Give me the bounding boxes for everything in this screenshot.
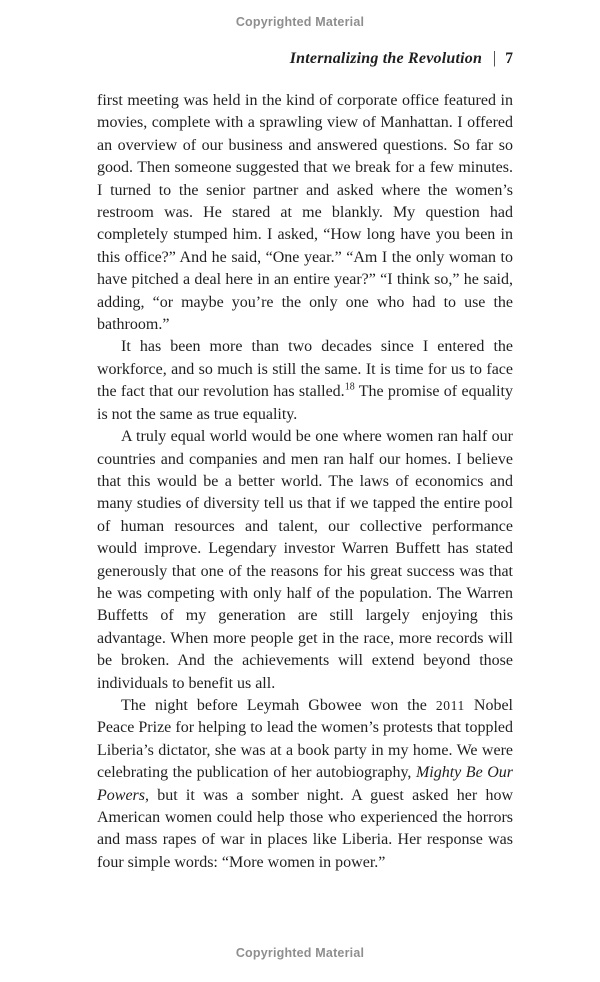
oldstyle-year: 2011 [435,697,465,713]
paragraph: The night before Leymah Gbowee won the 2011 Nobel Peace Prize for helping to lead the women’s protests that toppled Liberia’s dictator, she was at a book party in my home. We were celebrating the publication of her autobiography, Mighty Be Our Powers, but it was a somber night. A guest asked her how American women could help those who experienced the horrors and mass rapes of war in places like Liberia. Her response was four simple words: “More women in power.” [97,696,513,871]
paragraph: A truly equal world would be one where women ran half our countries and companies and men ran half our homes. I believe that this would be a better world. The laws of economics and many studies of diversity tell us that if we tapped the entire pool of human resources and talent, our collective performance would improve. Legendary investor Warren Buffett has stated generously that one of the reasons for his great success was that he was competing with only half of the population. The Warren Buffetts of my generation are still largely enjoying this advantage. When more people get in the race, more records will be broken. And the achievements will extend beyond those individuals to benefit us all. [97,428,513,692]
running-header [97,50,513,68]
paragraph: first meeting was held in the kind of corporate office featured in movies, complete with a sprawling view of Manhattan. I offered an overview of our business and answered questions. So far so good. Then someone suggested that we break for a few minutes. I turned to the senior partner and asked where the women’s restroom was. He stared at me blankly. My question had completely stumped him. I asked, “How long have you been in this office?” And he said, “One year.” “Am I the only woman to have pitched a deal here in an entire year?” “I think so,” he said, adding, “or maybe you’re the only one who had to use the bathroom.” [97,92,513,334]
copyright-notice-bottom: Copyrighted Material [235,946,365,960]
footnote-reference: 18 [344,381,355,393]
copyright-notice-top: Copyrighted Material [235,15,365,29]
book-title: Mighty Be Our Powers [97,764,513,804]
paragraph: It has been more than two decades since I entered the workforce, and so much is still the same. It is time for us to face the fact that our revolution has stalled.$^{18}$ The promise of equality is not the same as true equality. [97,338,514,423]
body-text [97,90,513,874]
page-number: 7 [505,50,513,67]
chapter-title: Internalizing the Revolution [289,50,483,67]
header-separator: | [493,49,497,68]
